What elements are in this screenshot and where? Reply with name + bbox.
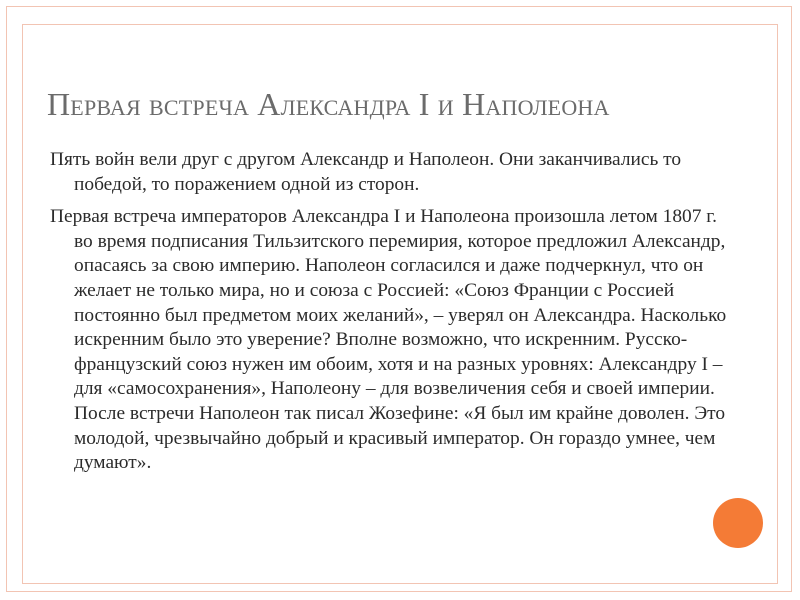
paragraph-wars: Пять войн вели друг с другом Александр и Наполеон. Они заканчивались то победой, то поражением одной из сторон. (50, 149, 682, 195)
slide-body (50, 148, 740, 484)
paragraph-first-meeting: Первая встреча императоров Александра I и Наполеона произошла летом 1807 г. во время подписания Тильзитского перемирия, которое предложил Александр, опасаясь за свою империю. Наполеон согласился и даже подчеркнул, что он желает не только мира, но и союза с Россией: «Союз Франции с Россией постоянно был предметом моих желаний», – уверял он Александра. Насколько искренним было это уверение? Вполне возможно, что искренним. Русско-французский союз нужен им обоим, хотя и на разных уровнях: Александру I – для «самосохранения», Наполеону – для возвеличения себя и своей империи. После встречи Наполеон так писал Жозефине: «Я был им крайне доволен. Это молодой, чрезвычайно добрый и красивый император. Он гораздо умнее, чем думают». (50, 206, 727, 474)
orange-circle-decoration (713, 498, 763, 548)
slide-title: Первая встреча Александра I и Наполеона (47, 86, 610, 122)
